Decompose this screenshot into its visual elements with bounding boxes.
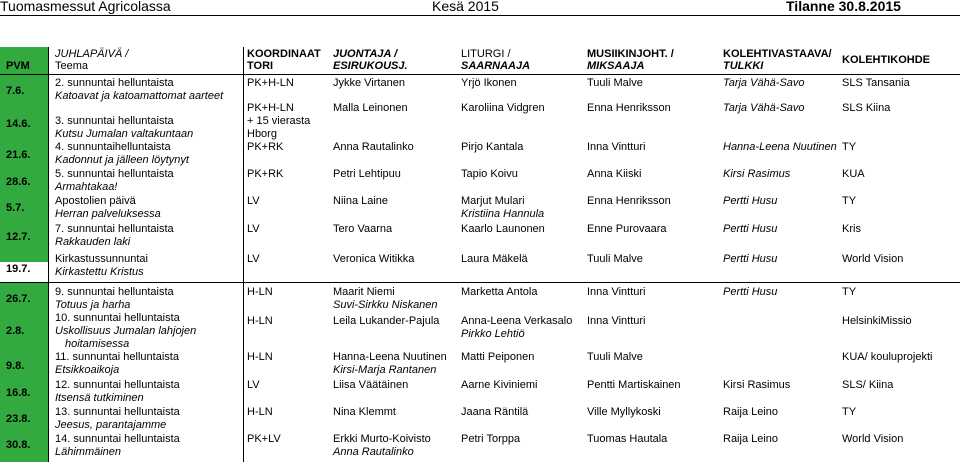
row-kohde: World Vision	[842, 433, 904, 445]
row-musiikki: Tuuli Malve	[587, 253, 643, 265]
row-kohde: TY	[842, 286, 857, 298]
row-kohde: TY	[842, 141, 857, 153]
row-date: 23.8.	[6, 413, 31, 425]
row-theme: 7. sunnuntai helluntaista Rakkauden laki	[55, 223, 174, 248]
row-kohde: Kris	[842, 223, 861, 235]
row-tori: PK+H-LN	[247, 77, 294, 89]
row-tulkki: Tarja Vähä-Savo	[723, 102, 805, 114]
row-theme: 11. sunnuntai helluntaista Etsikkoaikoja	[55, 351, 179, 376]
row-juontaja: Maarit Niemi Suvi-Sirkku Niskanen	[333, 286, 438, 311]
row-tori: PK+RK	[247, 141, 284, 153]
row-date: 30.8.	[6, 439, 31, 451]
row-musiikki: Inna Vintturi	[587, 141, 646, 153]
row-liturgi: Anna-Leena Verkasalo Pirkko Lehtiö	[461, 315, 573, 340]
row-date: 26.7.	[6, 293, 31, 305]
page-header	[0, 0, 960, 16]
row-tori: PK+RK	[247, 168, 284, 180]
col-pvm: PVM	[6, 60, 30, 72]
row-kohde: World Vision	[842, 253, 904, 265]
row-liturgi: Pirjo Kantala	[461, 141, 524, 153]
row-tulkki: Pertti Husu	[723, 223, 778, 235]
row-juontaja: Tero Vaarna	[333, 223, 393, 235]
date-column-block-2	[0, 283, 48, 462]
row-date: 19.7.	[6, 263, 31, 275]
row-musiikki: Anna Kiiski	[587, 168, 642, 180]
row-date: 28.6.	[6, 176, 31, 188]
row-liturgi: Marketta Antola	[461, 286, 538, 298]
row-date: 7.6.	[6, 85, 25, 97]
row-juontaja: Malla Leinonen	[333, 102, 408, 114]
row-juontaja: Niina Laine	[333, 195, 389, 207]
row-musiikki: Enna Henriksson	[587, 195, 671, 207]
row-theme: 14. sunnuntai helluntaista Lähimmäinen	[55, 433, 180, 458]
row-kohde: SLS/ Kiina	[842, 379, 894, 391]
row-theme: 2. sunnuntai helluntaista Katoavat ja katoamattomat aarteet	[55, 77, 224, 102]
row-date: 21.6.	[6, 149, 31, 161]
col-juontaja: JUONTAJA / ESIRUKOUSJ.	[333, 48, 408, 72]
row-musiikki: Enna Henriksson	[587, 102, 671, 114]
row-liturgi: Petri Torppa	[461, 433, 521, 445]
column-divider	[243, 47, 244, 462]
row-tulkki: Pertti Husu	[723, 195, 778, 207]
row-date: 9.8.	[6, 360, 25, 372]
row-juontaja: Erkki Murto-Koivisto Anna Rautalinko	[333, 433, 431, 458]
header-season: Kesä 2015	[432, 0, 499, 14]
row-juontaja: Jykke Virtanen	[333, 77, 405, 89]
row-musiikki: Inna Vintturi	[587, 315, 646, 327]
row-theme: Apostolien päivä Herran palveluksessa	[55, 195, 161, 220]
row-liturgi: Marjut Mulari Kristiina Hannula	[461, 195, 545, 220]
row-musiikki: Tuuli Malve	[587, 77, 643, 89]
row-tulkki: Hanna-Leena Nuutinen	[723, 141, 837, 153]
row-tori: LV	[247, 195, 260, 207]
row-juontaja: Hanna-Leena Nuutinen Kirsi-Marja Rantanen	[333, 351, 447, 376]
header-status: Tilanne 30.8.2015	[786, 0, 901, 14]
row-kohde: KUA/ kouluprojekti	[842, 351, 933, 363]
row-kohde: KUA	[842, 168, 865, 180]
row-theme: 5. sunnuntai helluntaista Armahtakaa!	[55, 168, 174, 193]
column-divider	[48, 47, 49, 462]
row-liturgi: Aarne Kiviniemi	[461, 379, 538, 391]
row-theme: 3. sunnuntai helluntaista Kutsu Jumalan valtakuntaan	[55, 115, 194, 140]
col-kolehtikohde: KOLEHTIKOHDE	[842, 54, 930, 66]
row-liturgi: Karoliina Vidgren	[461, 102, 545, 114]
row-juontaja: Petri Lehtipuu	[333, 168, 401, 180]
row-liturgi: Yrjö Ikonen	[461, 77, 517, 89]
row-kohde: SLS Tansania	[842, 77, 910, 89]
row-date: 14.6.	[6, 118, 31, 130]
row-tulkki: Raija Leino	[723, 433, 779, 445]
row-theme: 10. sunnuntai helluntaista Uskollisuus Jumalan lahjojen hoitamisessa	[55, 312, 197, 350]
row-tori: PK+LV	[247, 433, 281, 445]
header-title: Tuomasmessut Agricolassa	[0, 0, 171, 14]
row-tori: PK+H-LN + 15 vierasta Hborg	[247, 102, 311, 140]
col-kolehtivastaava: KOLEHTIVASTAAVA/ TULKKI	[723, 48, 832, 72]
row-theme: 9. sunnuntai helluntaista Totuus ja harha	[55, 286, 174, 311]
row-tori: LV	[247, 223, 260, 235]
row-tulkki: Raija Leino	[723, 406, 779, 418]
row-theme: 13. sunnuntai helluntaista Jeesus, parantajamme	[55, 406, 180, 431]
col-musiikki: MUSIIKINJOHT. / MIKSAAJA	[587, 48, 674, 72]
row-juontaja: Liisa Väätäinen	[333, 379, 409, 391]
col-teema: JUHLAPÄIVÄ / Teema	[55, 48, 129, 72]
row-juontaja: Leila Lukander-Pajula	[333, 315, 440, 327]
row-tori: LV	[247, 253, 260, 265]
col-liturgi: LITURGI / SAARNAAJA	[461, 48, 531, 72]
row-juontaja: Veronica Witikka	[333, 253, 415, 265]
row-liturgi: Laura Mäkelä	[461, 253, 528, 265]
row-tori: H-LN	[247, 286, 273, 298]
row-kohde: TY	[842, 195, 857, 207]
row-tori: LV	[247, 379, 260, 391]
row-tulkki: Kirsi Rasimus	[723, 379, 791, 391]
row-liturgi: Kaarlo Launonen	[461, 223, 545, 235]
table-divider	[0, 74, 960, 75]
row-liturgi: Jaana Räntilä	[461, 406, 529, 418]
row-theme: 12. sunnuntai helluntaista Itsensä tutkiminen	[55, 379, 180, 404]
row-kohde: SLS Kiina	[842, 102, 891, 114]
col-koordinaattori: KOORDINAAT TORI	[247, 48, 321, 72]
row-tulkki: Pertti Husu	[723, 253, 778, 265]
row-tulkki: Pertti Husu	[723, 286, 778, 298]
row-tulkki: Kirsi Rasimus	[723, 168, 791, 180]
header-divider	[0, 15, 960, 16]
row-theme: 4. sunnuntaihelluntaista Kadonnut ja jälleen löytynyt	[55, 141, 189, 166]
row-musiikki: Tuuli Malve	[587, 351, 643, 363]
row-juontaja: Nina Klemmt	[333, 406, 396, 418]
row-juontaja: Anna Rautalinko	[333, 141, 414, 153]
row-date: 2.8.	[6, 325, 25, 337]
row-musiikki: Pentti Martiskainen	[587, 379, 681, 391]
row-liturgi: Tapio Koivu	[461, 168, 518, 180]
row-date: 12.7.	[6, 231, 31, 243]
row-date: 16.8.	[6, 387, 31, 399]
row-date: 5.7.	[6, 202, 25, 214]
row-tulkki: Tarja Vähä-Savo	[723, 77, 805, 89]
row-musiikki: Ville Myllykoski	[587, 406, 661, 418]
row-tori: H-LN	[247, 406, 273, 418]
row-kohde: HelsinkiMissio	[842, 315, 912, 327]
row-tori: H-LN	[247, 351, 273, 363]
block-divider	[0, 282, 960, 283]
row-musiikki: Tuomas Hautala	[587, 433, 668, 445]
row-musiikki: Inna Vintturi	[587, 286, 646, 298]
row-tori: H-LN	[247, 315, 273, 327]
row-liturgi: Matti Peiponen	[461, 351, 535, 363]
row-kohde: TY	[842, 406, 857, 418]
row-theme: Kirkastussunnuntai Kirkastettu Kristus	[55, 253, 148, 278]
row-musiikki: Enne Purovaara	[587, 223, 667, 235]
